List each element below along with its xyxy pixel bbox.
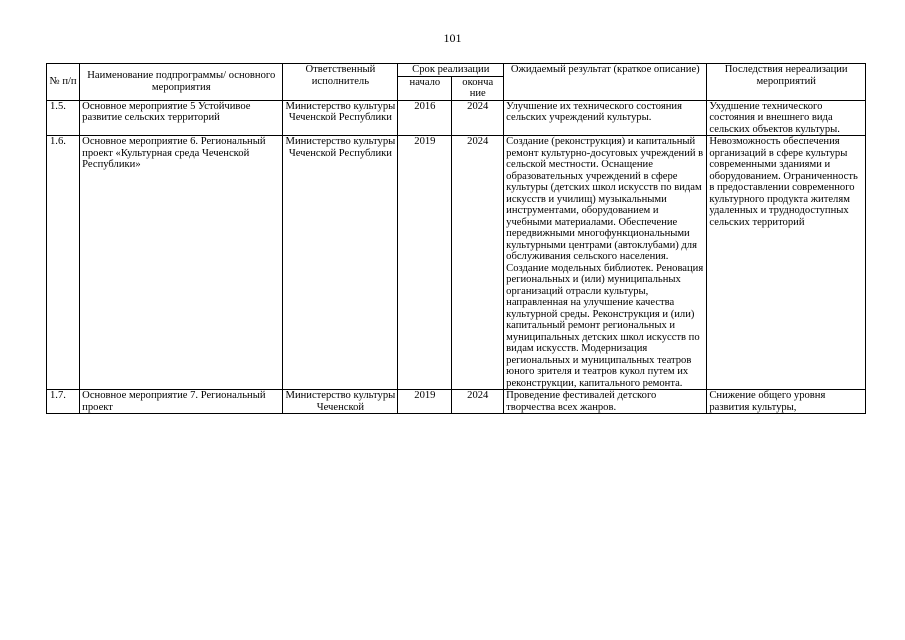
row-executor: Министерство культуры Чеченской xyxy=(283,390,398,414)
row-num: 1.6. xyxy=(47,136,80,390)
row-start: 2016 xyxy=(398,100,452,136)
page-number: 101 xyxy=(443,31,462,45)
row-num: 1.5. xyxy=(47,100,80,136)
table-row xyxy=(47,136,866,390)
header-num: № п/п xyxy=(47,64,80,101)
row-num: 1.7. xyxy=(47,390,80,414)
row-executor: Министерство культуры Чеченской Республики xyxy=(283,136,398,390)
row-name: Основное мероприятие 7. Региональный проект xyxy=(80,390,283,414)
row-result: Создание (реконструкция) и капитальный ремонт культурно-досуговых учреждений в сельской местности. Оснащение образовательных учреждений в сфере культуры (детских школ искусств по видам искусств и училищ) музыкальными инструментами, оборудованием и учебными материалами. Обеспечение передвижными многофункциональными культурными центрами (автоклубами) для обслуживания сельского населения. Создание модельных библиотек. Реновация региональных и (или) муниципальных организаций отрасли культуры, направленная на улучшение качества культурной среды. Реконструкция и (или) капитальный ремонт региональных и муниципальных детских школ искусств по видам искусств. Модернизация региональных и муниципальных театров юного зрителя и театров кукол путем их реконструкции, капитального ремонта. xyxy=(504,136,707,390)
row-result: Улучшение их технического состояния сельских учреждений культуры. xyxy=(504,100,707,136)
row-result: Проведение фестивалей детского творчества всех жанров. xyxy=(504,390,707,414)
row-start: 2019 xyxy=(398,390,452,414)
header-end: оконча ние xyxy=(452,76,504,100)
row-name: Основное мероприятие 6. Региональный проект «Культурная среда Чеченской Республики» xyxy=(80,136,283,390)
header-consequences: Последствия нереализации мероприятий xyxy=(707,64,866,101)
row-start: 2019 xyxy=(398,136,452,390)
row-consequences: Ухудшение технического состояния и внешнего вида сельских объектов культуры. xyxy=(707,100,866,136)
row-consequences: Невозможность обеспечения организаций в сфере культуры современными зданиями и оборудованием. Ограниченность в предоставлении современного культурного продукта жителям удаленных и труднодоступных сельских территорий xyxy=(707,136,866,390)
row-end: 2024 xyxy=(452,390,504,414)
header-row-1 xyxy=(47,64,866,77)
header-start: начало xyxy=(398,76,452,100)
row-end: 2024 xyxy=(452,136,504,390)
table-row xyxy=(47,100,866,136)
header-executor: Ответственный исполнитель xyxy=(283,64,398,101)
header-name: Наименование подпрограммы/ основного мероприятия xyxy=(80,64,283,101)
row-end: 2024 xyxy=(452,100,504,136)
program-table xyxy=(46,63,866,414)
header-period: Срок реализации xyxy=(398,64,504,77)
row-consequences: Снижение общего уровня развития культуры, xyxy=(707,390,866,414)
row-executor: Министерство культуры Чеченской Республики xyxy=(283,100,398,136)
row-name: Основное мероприятие 5 Устойчивое развитие сельских территорий xyxy=(80,100,283,136)
table-row xyxy=(47,390,866,414)
header-result: Ожидаемый результат (краткое описание) xyxy=(504,64,707,101)
